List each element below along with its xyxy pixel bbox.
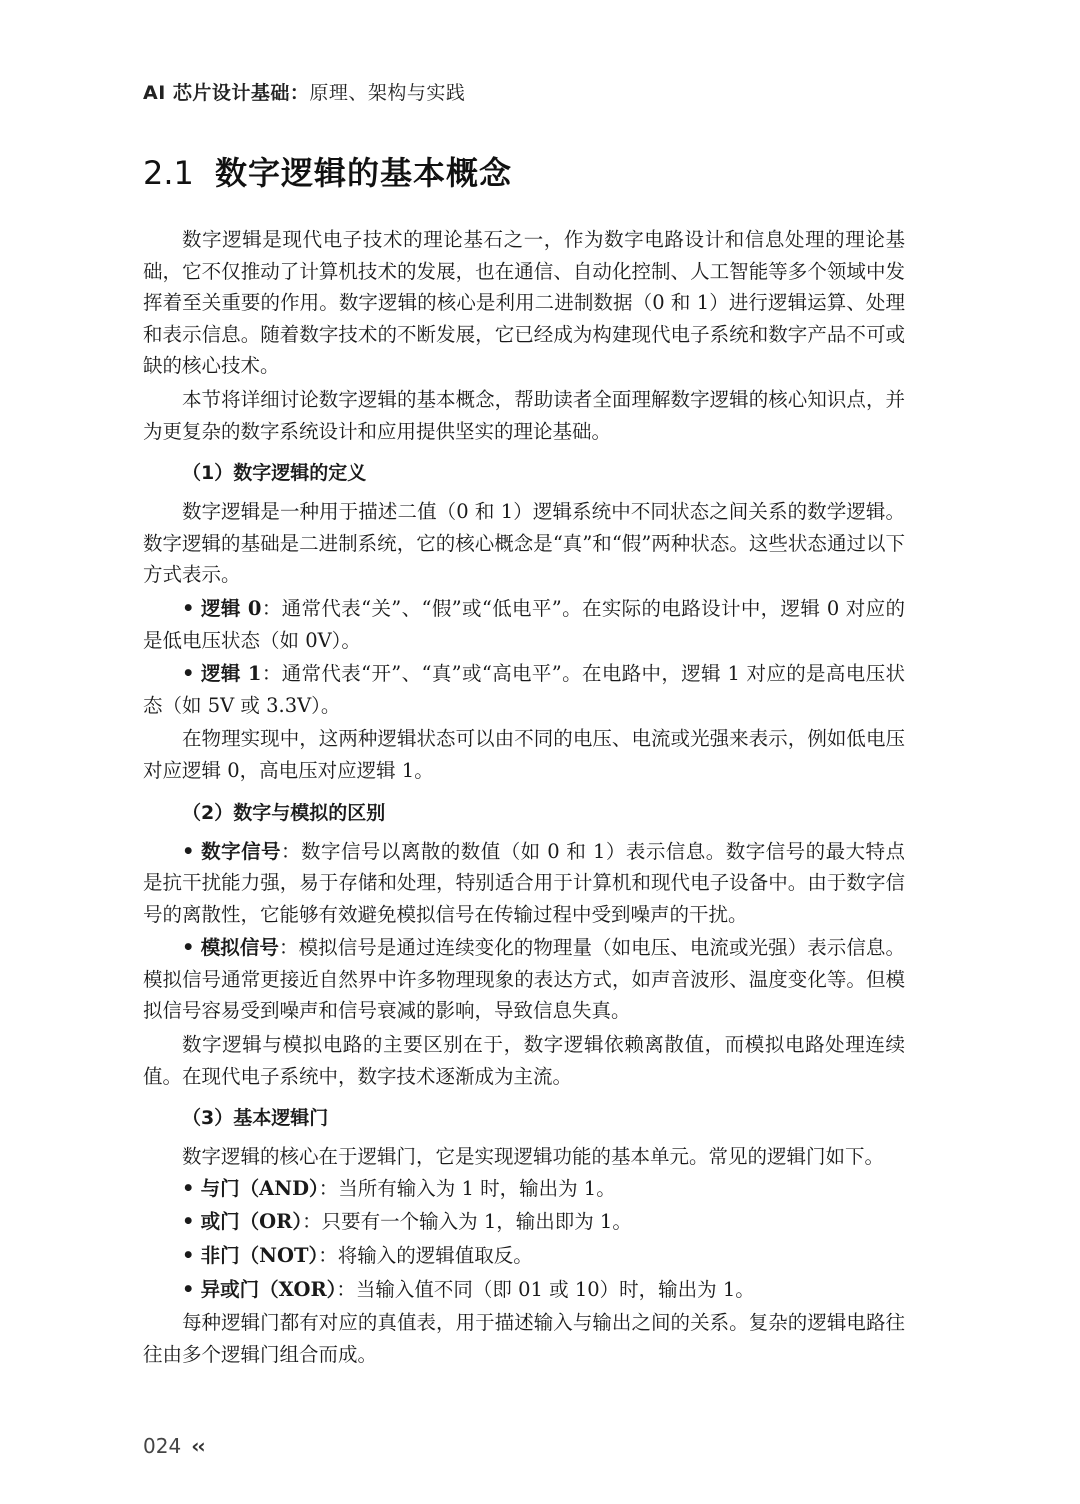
item-text: ：通常代表“关”、“假”或“低电平”。在实际的电路设计中，逻辑 0 对应的是低电压状态（如 0V）。: [143, 596, 905, 652]
item-term: 逻辑 1: [201, 662, 262, 686]
part3-heading: （3）基本逻辑门: [182, 1107, 329, 1130]
list-item: [143, 932, 905, 1027]
item-term: 逻辑 0: [201, 596, 262, 620]
part3-paragraph-2: 每种逻辑门都有对应的真值表，用于描述输入与输出之间的关系。复杂的逻辑电路往往由多个逻辑门组合而成。: [143, 1311, 905, 1366]
item-term: 模拟信号: [200, 936, 279, 960]
part1-paragraph-1: 数字逻辑是一种用于描述二值（0 和 1）逻辑系统中不同状态之间关系的数学逻辑。数字逻辑的基础是二进制系统，它的核心概念是“真”和“假”两种状态。这些状态通过以下方式表示。: [143, 500, 905, 587]
page-number: 024: [143, 1434, 182, 1458]
gate-item-and: [143, 1173, 905, 1205]
gate-text: ：只要有一个输入为 1，输出即为 1。: [302, 1210, 632, 1234]
item-text: ：数字信号以离散的数值（如 0 和 1）表示信息。数字信号的最大特点是抗干扰能力强，易于存储和处理，特别适合用于计算机和现代电子设备中。由于数字信号的离散性，它能够有效避免模拟信号在传输过程中受到噪声的干扰。: [143, 839, 905, 926]
item-text: ：通常代表“开”、“真”或“高电平”。在电路中，逻辑 1 对应的是高电压状态（如 5V 或 3.3V）。: [143, 662, 905, 717]
gate-item-xor: [143, 1274, 905, 1306]
running-head: [143, 78, 465, 105]
body-text: [143, 224, 905, 1370]
item-text: ：模拟信号是通过连续变化的物理量（如电压、电流或光强）表示信息。模拟信号通常更接近自然界中许多物理现象的表达方式，如声音波形、温度变化等。但模拟信号容易受到噪声和信号衰减的影响，导致信息失真。: [143, 936, 905, 1023]
page-footer: [143, 1434, 204, 1458]
gate-item-not: [143, 1240, 905, 1272]
bullet-icon: •: [182, 1176, 195, 1200]
bullet-icon: •: [182, 1277, 195, 1301]
bullet-icon: •: [182, 839, 195, 863]
intro-paragraph-1: 数字逻辑是现代电子技术的理论基石之一，作为数字电路设计和信息处理的理论基础，它不仅推动了计算机技术的发展，也在通信、自动化控制、人工智能等多个领域中发挥着至关重要的作用。数字逻辑的核心是利用二进制数据（0 和 1）进行逻辑运算、处理和表示信息。随着数字技术的不断发展，它已经成为构建现代电子系统和数字产品不可或缺的核心技术。: [143, 228, 905, 378]
gate-term: 与门（AND）: [200, 1176, 319, 1200]
bullet-icon: •: [182, 662, 195, 686]
bullet-icon: •: [182, 1244, 195, 1268]
bullet-icon: •: [182, 596, 195, 620]
section-number: 2.1: [143, 154, 194, 192]
gate-term: 或门（OR）: [200, 1210, 303, 1234]
gate-text: ：当输入值不同（即 01 或 10）时，输出为 1。: [336, 1277, 755, 1301]
part1-paragraph-2: 在物理实现中，这两种逻辑状态可以由不同的电压、电流或光强来表示，例如低电压对应逻辑 0，高电压对应逻辑 1。: [143, 727, 905, 782]
item-term: 数字信号: [201, 839, 282, 863]
part2-heading: （2）数字与模拟的区别: [182, 801, 386, 824]
part1-heading: （1）数字逻辑的定义: [182, 462, 367, 485]
section-title: 数字逻辑的基本概念: [215, 154, 513, 192]
part3-paragraph-1: 数字逻辑的核心在于逻辑门，它是实现逻辑功能的基本单元。常见的逻辑门如下。: [182, 1145, 885, 1169]
section-heading: [143, 148, 512, 194]
gate-text: ：当所有输入为 1 时，输出为 1。: [318, 1176, 616, 1200]
bullet-icon: •: [182, 936, 195, 960]
gate-term: 非门（NOT）: [200, 1244, 319, 1268]
book-subtitle: 原理、架构与实践: [309, 82, 466, 104]
list-item: [143, 593, 905, 656]
gate-item-or: [143, 1206, 905, 1238]
part2-paragraph-1: 数字逻辑与模拟电路的主要区别在于，数字逻辑依赖离散值，而模拟电路处理连续值。在现代电子系统中，数字技术逐渐成为主流。: [143, 1033, 905, 1088]
gate-text: ：将输入的逻辑值取反。: [318, 1244, 533, 1268]
bullet-icon: •: [182, 1210, 195, 1234]
list-item: [143, 658, 905, 721]
intro-paragraph-2: 本节将详细讨论数字逻辑的基本概念，帮助读者全面理解数字逻辑的核心知识点，并为更复杂的数字系统设计和应用提供坚实的理论基础。: [143, 387, 905, 443]
list-item: [143, 836, 905, 931]
gate-term: 异或门（XOR）: [200, 1277, 337, 1301]
book-title: AI 芯片设计基础：: [143, 82, 310, 104]
double-chevron-left-icon: ‹‹: [191, 1434, 204, 1458]
